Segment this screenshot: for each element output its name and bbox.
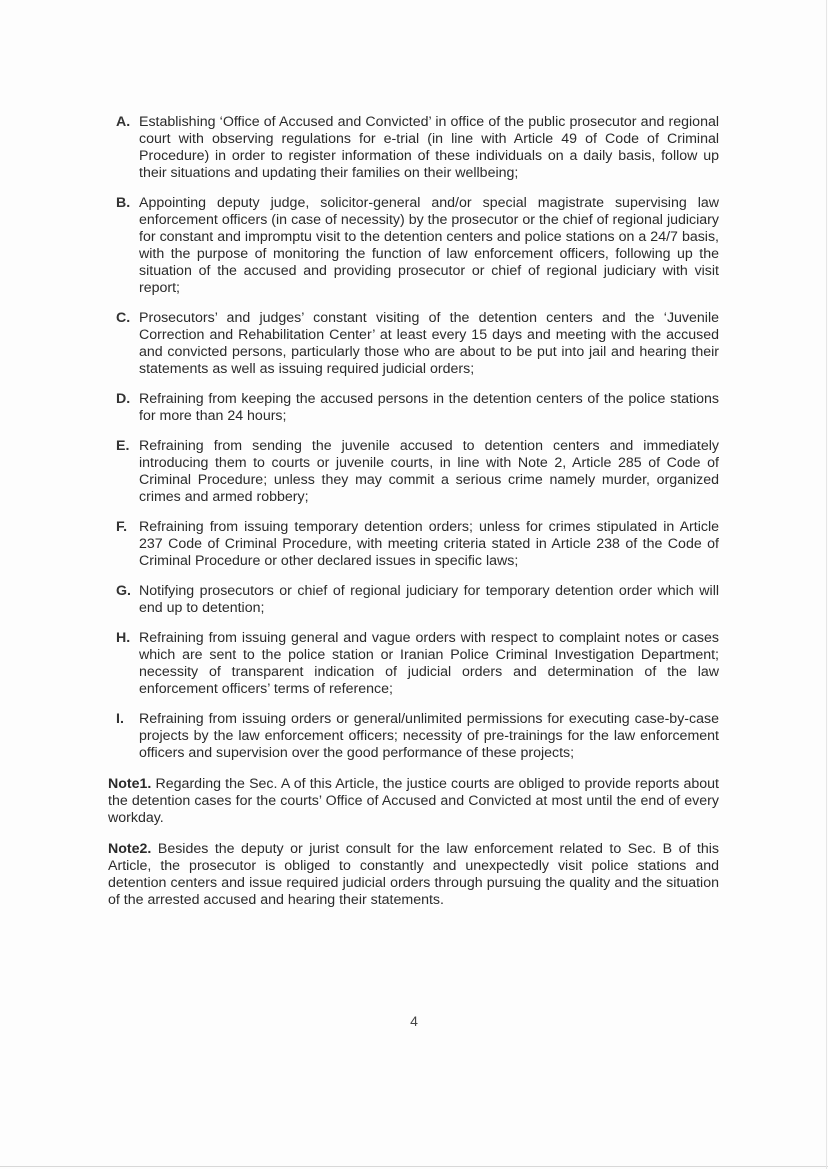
list-item-text: Refraining from issuing orders or general/unlimited permissions for executing case-by-case projects by the law enforcement officers; necessity of pre-trainings for the law enforcement officers and supervision over the good performance of these projects;	[139, 711, 719, 761]
list-item-text: Refraining from sending the juvenile accused to detention centers and immediately introducing them to courts or juvenile courts, in line with Note 2, Article 285 of Code of Criminal Procedure; unless they may commit a serious crime namely murder, organized crimes and armed robbery;	[139, 438, 719, 505]
list-item-text: Refraining from keeping the accused persons in the detention centers of the police stations for more than 24 hours;	[139, 391, 719, 424]
list-item-letter: B.	[116, 195, 131, 211]
note-label: Note2.	[108, 841, 152, 858]
note-text: Besides the deputy or jurist consult for the law enforcement related to Sec. B of this Article, the prosecutor is obliged to constantly and unexpectedly visit police stations and detention centers and issue required judicial orders through pursuing the quality and the situation of the arrested accused and hearing their statements.	[108, 841, 719, 909]
note-1	[108, 776, 719, 827]
list-item-text: Refraining from issuing temporary detention orders; unless for crimes stipulated in Article 237 Code of Criminal Procedure, with meeting criteria stated in Article 238 of the Code of Criminal Procedure or other declared issues in specific laws;	[139, 519, 719, 569]
list-item-f	[108, 519, 719, 570]
list-item-letter: E.	[116, 438, 130, 454]
list-item-i	[108, 711, 719, 762]
page-bottom-border	[0, 1166, 828, 1167]
list-item-e	[108, 438, 719, 506]
list-item-letter: C.	[116, 310, 131, 326]
note-label: Note1.	[108, 776, 152, 793]
list-item-a	[108, 114, 719, 182]
list-item-text: Refraining from issuing general and vague orders with respect to complaint notes or cases which are sent to the police station or Iranian Police Criminal Investigation Department; necessity of transparent indication of judicial orders and determination of the law enforcement officers’ terms of reference;	[139, 630, 719, 697]
note-text: Regarding the Sec. A of this Article, the justice courts are obliged to provide reports about the detention cases for the courts’ Office of Accused and Convicted at most until the end of every workday.	[108, 776, 719, 827]
page-right-border	[826, 0, 827, 1169]
list-item-letter: D.	[116, 391, 131, 407]
note-2	[108, 841, 719, 909]
list-item-h	[108, 630, 719, 698]
list-item-letter: H.	[116, 630, 131, 646]
list-item-text: Establishing ‘Office of Accused and Convicted’ in office of the public prosecutor and regional court with observing regulations for e-trial (in line with Article 49 of Code of Criminal Procedure) in order to register information of these individuals on a daily basis, follow up their situations and updating their families on their wellbeing;	[139, 114, 719, 181]
list-item-text: Notifying prosecutors or chief of regional judiciary for temporary detention order which will end up to detention;	[139, 583, 719, 616]
list-item-c	[108, 310, 719, 378]
list-item-text: Prosecutors’ and judges’ constant visiting of the detention centers and the ‘Juvenile Correction and Rehabilitation Center’ at least every 15 days and meeting with the accused and convicted persons, particularly those who are about to be put into jail and hearing their statements as well as issuing required judicial orders;	[139, 310, 719, 377]
list-item-letter: F.	[116, 519, 128, 535]
list-item-g	[108, 583, 719, 617]
list-item-letter: A.	[116, 114, 131, 130]
page-number: 4	[410, 1013, 418, 1029]
list-item-d	[108, 391, 719, 425]
list-item-letter: G.	[116, 583, 131, 599]
list-item-b	[108, 195, 719, 297]
list-item-letter: I.	[116, 711, 124, 727]
document-body	[108, 114, 719, 922]
list-item-text: Appointing deputy judge, solicitor-general and/or special magistrate supervising law enforcement officers (in case of necessity) by the prosecutor or the chief of regional judiciary for constant and impromptu visit to the detention centers and police stations on a 24/7 basis, with the purpose of monitoring the function of law enforcement officers, following up the situation of the accused and providing prosecutor or chief of regional judiciary with visit report;	[139, 195, 719, 296]
